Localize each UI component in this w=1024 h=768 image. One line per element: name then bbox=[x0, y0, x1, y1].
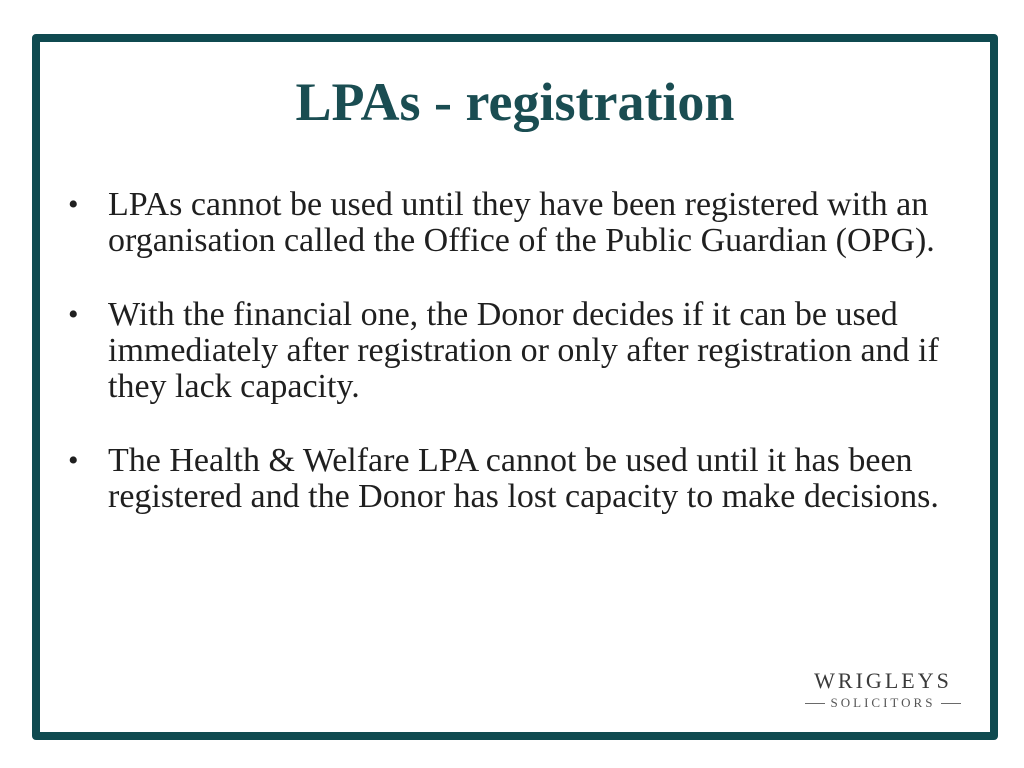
wrigleys-logo bbox=[798, 668, 968, 710]
bullet-text: The Health & Welfare LPA cannot be used until it has been registered and the Donor has lost capacity to make decisions. bbox=[108, 442, 939, 515]
logo-rule-left bbox=[805, 703, 825, 704]
bullet-item-health-welfare-lpa bbox=[68, 443, 958, 515]
bullet-item-registration-required bbox=[68, 187, 958, 259]
bullet-icon: • bbox=[68, 444, 79, 477]
slide-frame bbox=[32, 34, 998, 740]
logo-rule-right bbox=[941, 703, 961, 704]
logo-subtitle-row bbox=[798, 696, 968, 710]
bullet-icon: • bbox=[68, 298, 79, 331]
bullet-list bbox=[68, 187, 958, 553]
logo-subtitle: SOLICITORS bbox=[830, 695, 936, 710]
logo-name: WRIGLEYS bbox=[814, 668, 952, 693]
bullet-text: LPAs cannot be used until they have been registered with an organisation called the Office of the Public Guardian (OPG). bbox=[108, 186, 935, 259]
bullet-item-financial-lpa bbox=[68, 297, 958, 405]
bullet-text: With the financial one, the Donor decides if it can be used immediately after registration or only after registration and if they lack capacity. bbox=[108, 296, 939, 405]
slide-title: LPAs - registration bbox=[295, 72, 735, 132]
bullet-icon: • bbox=[68, 188, 79, 221]
